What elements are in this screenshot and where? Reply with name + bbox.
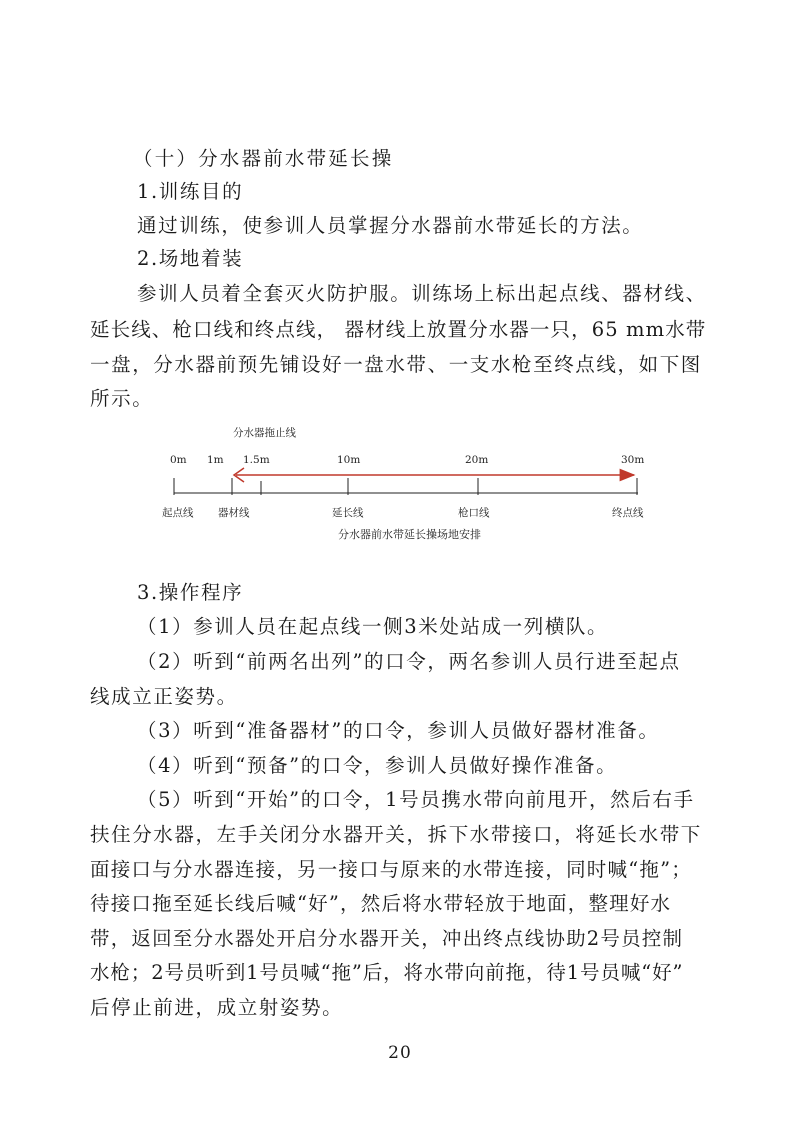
distance-label: 30m	[621, 454, 645, 466]
stop-line-label: 分水器拖止线	[233, 427, 296, 439]
procedure-line: （4）听到“预备”的口令，参训人员做好操作准备。	[137, 754, 618, 777]
procedure-line: （2）听到“前两名出列”的口令，两名参训人员行进至起点	[137, 650, 681, 673]
distance-label: 1m	[207, 454, 224, 466]
page-number: 20	[388, 1043, 412, 1063]
procedure-line: 带，返回至分水器处开启分水器开关，冲出终点线协助2号员控制	[90, 927, 684, 950]
line-label: 延长线	[332, 507, 364, 519]
procedure-line: （1）参训人员在起点线一侧3米处站成一列横队。	[137, 615, 609, 638]
procedure-line: 线成立正姿势。	[90, 685, 238, 708]
paragraph-site-line: 一盘，分水器前预先铺设好一盘水带、一支水枪至终点线，如下图	[90, 353, 702, 376]
distance-label: 0m	[170, 454, 187, 466]
site-layout-diagram	[160, 415, 660, 550]
paragraph-site-line: 参训人员着全套灭火防护服。训练场上标出起点线、器材线、	[137, 282, 707, 305]
line-label: 起点线	[162, 507, 194, 519]
procedure-line: 面接口与分水器连接，另一接口与原来的水带连接，同时喊“拖”；	[90, 858, 692, 881]
distance-label: 1.5m	[243, 454, 270, 466]
paragraph-site-line: 所示。	[90, 387, 154, 410]
subsection-heading-purpose: 1.训练目的	[137, 180, 244, 203]
procedure-line: （5）听到“开始”的口令，1号员携水带向前甩开，然后右手	[137, 788, 695, 811]
line-label: 器材线	[218, 507, 250, 519]
distance-label: 10m	[337, 454, 361, 466]
paragraph-purpose: 通过训练，使参训人员掌握分水器前水带延长的方法。	[137, 214, 644, 237]
section-title: （十）分水器前水带延长操	[133, 147, 394, 170]
line-label: 枪口线	[458, 507, 490, 519]
subsection-heading-site: 2.场地着装	[137, 247, 244, 270]
procedure-line: 扶住分水器，左手关闭分水器开关，拆下水带接口，将延长水带下	[90, 823, 702, 846]
line-label: 终点线	[612, 507, 644, 519]
paragraph-site-line: 延长线、枪口线和终点线， 器材线上放置分水器一只，65 mm水带	[90, 318, 707, 341]
distance-label: 20m	[465, 454, 489, 466]
procedure-line: 后停止前进，成立射姿势。	[90, 996, 344, 1019]
diagram-caption: 分水器前水带延长操场地安排	[338, 528, 481, 541]
subsection-heading-procedure: 3.操作程序	[137, 581, 244, 604]
procedure-line: （3）听到“准备器材”的口令，参训人员做好器材准备。	[137, 719, 660, 742]
procedure-line: 水枪；2号员听到1号员喊“拖”后，将水带向前拖，待1号员喊“好”	[90, 961, 684, 984]
procedure-line: 待接口拖至延长线后喊“好”，然后将水带轻放于地面，整理好水	[90, 892, 672, 915]
